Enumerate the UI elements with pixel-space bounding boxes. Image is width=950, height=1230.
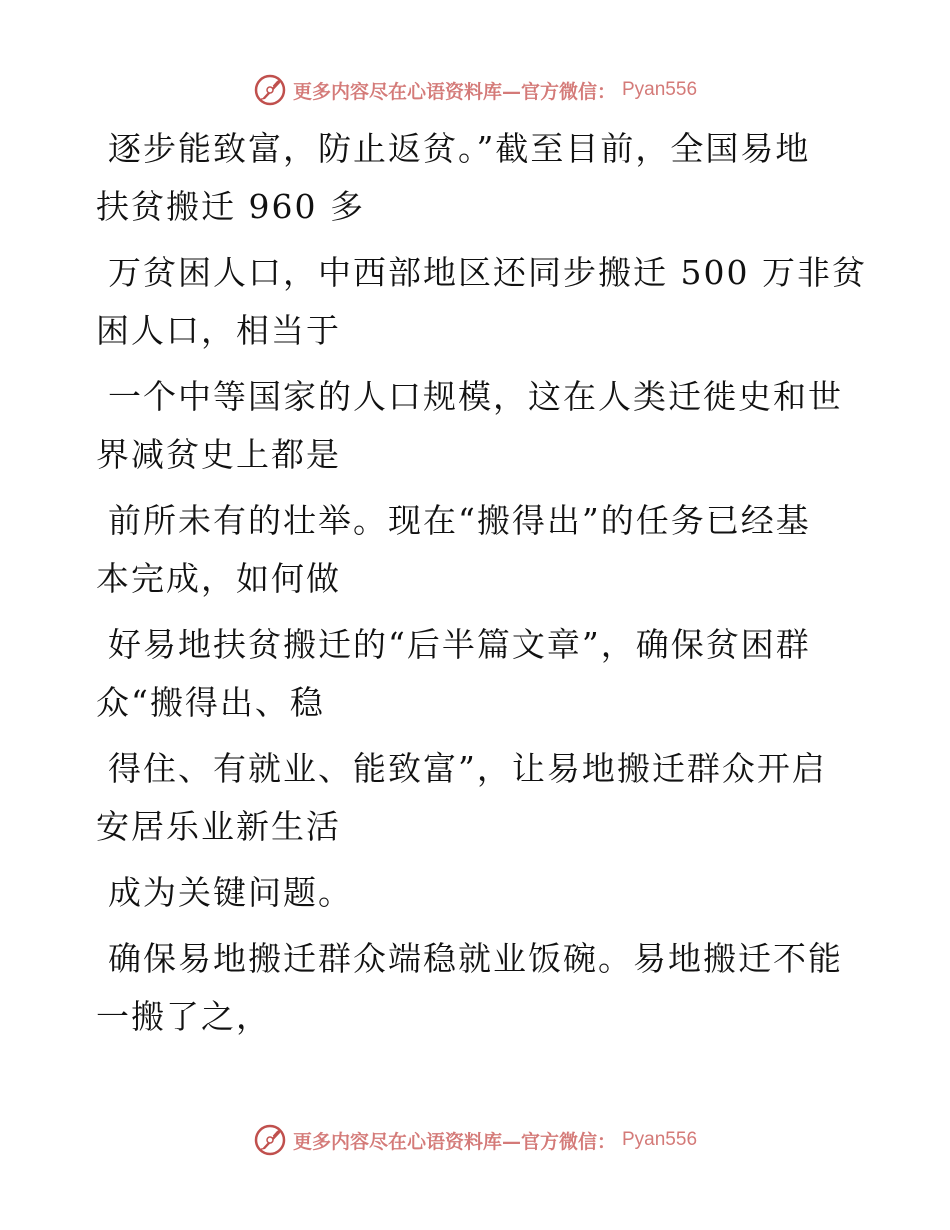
paragraph <box>96 930 856 1046</box>
paragraph <box>96 244 867 360</box>
text-line: 逐步能致富，防止返贫。”截至目前，全国易地 <box>108 129 811 168</box>
header-watermark <box>0 68 950 112</box>
text-line: 众“搬得出、稳 <box>96 683 325 722</box>
text-line: 成为关键问题。 <box>108 873 353 912</box>
text-line: 得住、有就业、能致富”，让易地搬迁群众开启 <box>108 749 827 788</box>
watermark-handle: Pyan556 <box>622 1129 698 1150</box>
text-line: 扶贫搬迁 960 多 <box>96 187 365 226</box>
text-line: 好易地扶贫搬迁的“后半篇文章”，确保贫困群 <box>108 625 811 664</box>
paragraph <box>96 864 856 922</box>
paragraph <box>96 120 856 236</box>
text-line: 前所未有的壮举。现在“搬得出”的任务已经基 <box>108 501 811 540</box>
text-line: 界减贫史上都是 <box>96 435 341 474</box>
watermark-brand-text: 更多内容尽在心语资料库—官方微信： <box>292 80 616 103</box>
watermark-brand-text: 更多内容尽在心语资料库—官方微信： <box>292 1130 616 1153</box>
paragraph <box>96 368 856 484</box>
feather-pen-icon <box>253 1123 287 1157</box>
watermark-handle: Pyan556 <box>622 79 698 100</box>
paragraph <box>96 616 856 732</box>
text-line: 安居乐业新生活 <box>96 807 341 846</box>
feather-pen-icon <box>253 73 287 107</box>
text-line: 本完成，如何做 <box>96 559 341 598</box>
document-body <box>96 120 867 1054</box>
text-line: 困人口，相当于 <box>96 311 341 350</box>
footer-watermark <box>0 1118 950 1162</box>
text-line: 一搬了之， <box>96 997 271 1036</box>
text-line: 确保易地搬迁群众端稳就业饭碗。易地搬迁不能 <box>108 939 843 978</box>
text-line: 万贫困人口，中西部地区还同步搬迁 500 万非贫 <box>108 253 867 292</box>
paragraph <box>96 492 856 608</box>
paragraph <box>96 740 856 856</box>
text-line: 一个中等国家的人口规模，这在人类迁徙史和世 <box>108 377 843 416</box>
